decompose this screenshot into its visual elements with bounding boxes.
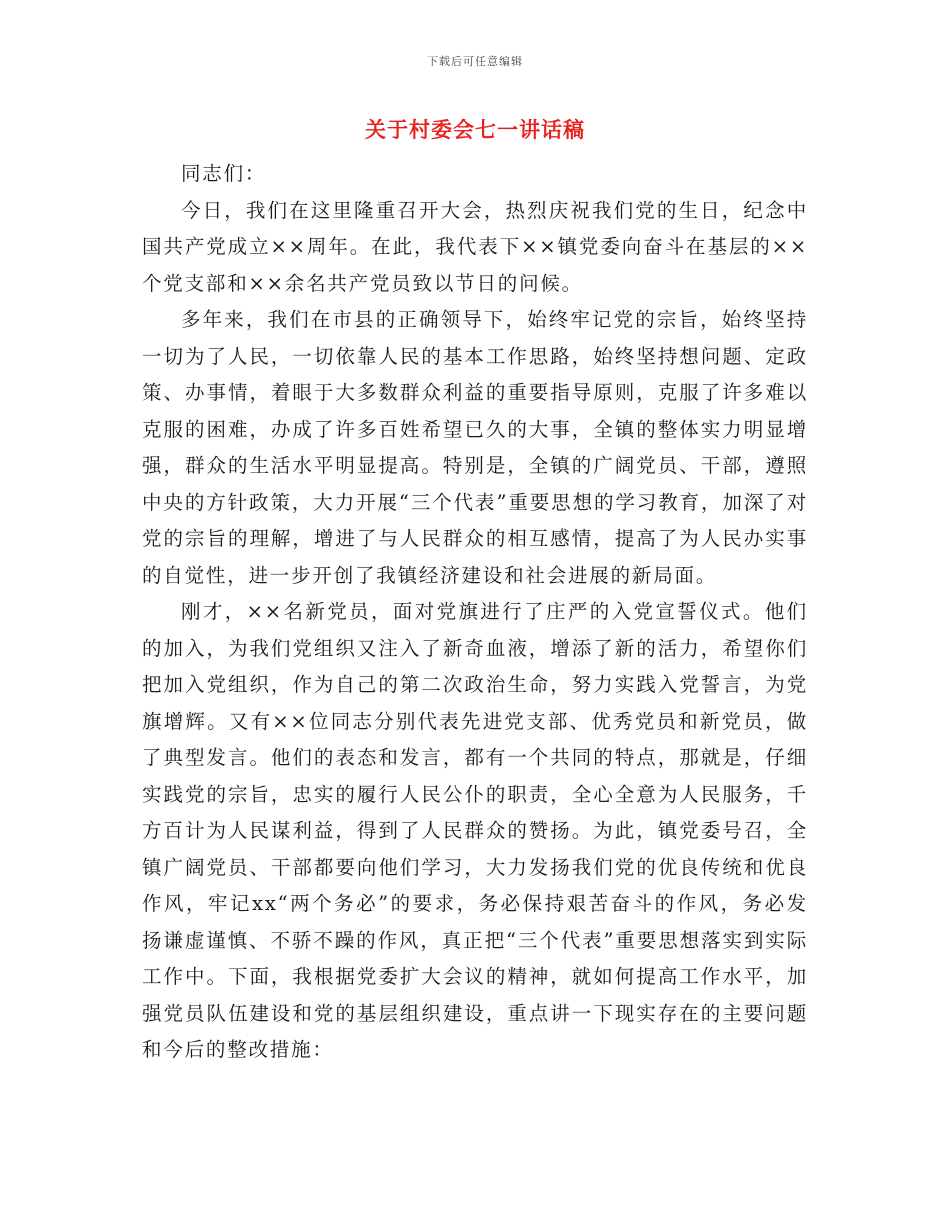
document-title: 关于村委会七一讲话稿 [365,117,585,142]
greeting: 同志们： [181,162,267,185]
paragraph-3: 刚才，××名新党员，面对党旗进行了庄严的入党宣誓仪式。他们的加入，为我们党组织又注入了新奇血液，增添了新的活力，希望你们把加入党组织，作为自己的第二次政治生命，努力实践入党誓言，为党旗增辉。又有××位同志分别代表先进党支部、优秀党员和新党员，做了典型发言。他们的表态和发言，都有一个共同的特点，那就是，仔细实践党的宗旨，忠实的履行人民公仆的职责，全心全意为人民服务，千方百计为人民谋利益，得到了人民群众的赞扬。为此，镇党委号召，全镇广阔党员、干部都要向他们学习，大力发扬我们党的优良传统和优良作风，牢记xx“两个务必”的要求，务必保持艰苦奋斗的作风，务必发扬谦虚谨慎、不骄不躁的作风，真正把“三个代表”重要思想落实到实际工作中。下面，我根据党委扩大会议的精神，就如何提高工作水平，加强党员队伍建设和党的基层组织建设，重点讲一下现实存在的主要问题和今后的整改措施： [142,600,808,1061]
paragraph-1: 今日，我们在这里隆重召开大会，热烈庆祝我们党的生日，纪念中国共产党成立××周年。在此，我代表下××镇党委向奋斗在基层的××个党支部和××余名共产党员致以节日的问候。 [142,198,808,295]
header-note: 下载后可任意编辑 [427,55,523,68]
document-body [142,156,808,1069]
paragraph-2: 多年来，我们在市县的正确领导下，始终牢记党的宗旨，始终坚持一切为了人民，一切依靠人民的基本工作思路，始终坚持想问题、定政策、办事情，着眼于大多数群众利益的重要指导原则，克服了许多难以克服的困难，办成了许多百姓希望已久的大事，全镇的整体实力明显增强，群众的生活水平明显提高。特别是，全镇的广阔党员、干部，遵照中央的方针政策，大力开展“三个代表”重要思想的学习教育，加深了对党的宗旨的理解，增进了与人民群众的相互感情，提高了为人民办实事的自觉性，进一步开创了我镇经济建设和社会进展的新局面。 [142,308,808,587]
